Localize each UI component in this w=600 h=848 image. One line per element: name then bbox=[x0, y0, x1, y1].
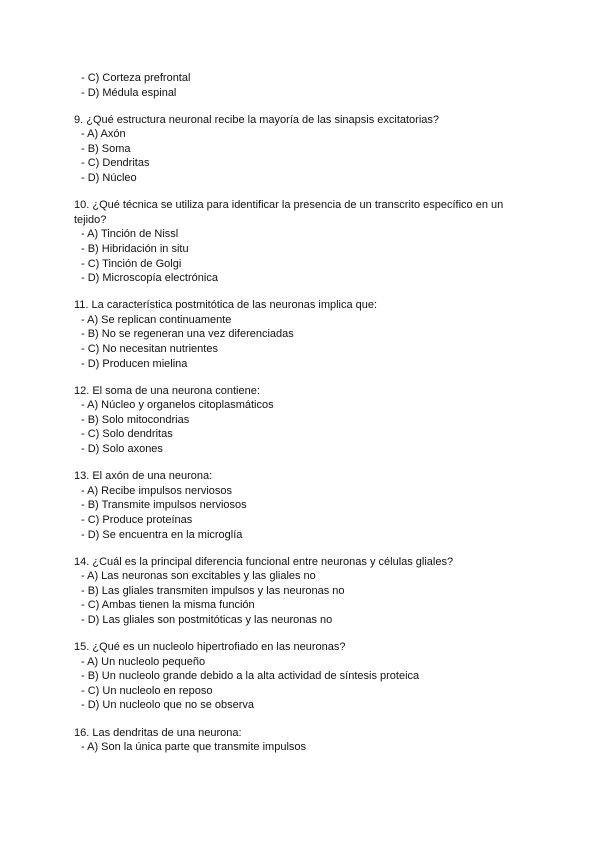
answer-option: - D) Las gliales son postmitóticas y las neuronas no bbox=[81, 614, 333, 626]
question-9 bbox=[74, 113, 524, 186]
question-text: 10. ¿Qué técnica se utiliza para identificar la presencia de un transcrito específico en un tejido? bbox=[74, 199, 504, 226]
question-11 bbox=[74, 298, 524, 371]
answer-option: - A) Tinción de Nissl bbox=[81, 228, 179, 241]
answer-option: - C) No necesitan nutrientes bbox=[81, 343, 218, 355]
answer-option: - D) Producen mielina bbox=[81, 357, 188, 370]
question-text: 11. La característica postmitótica de las neuronas implica que: bbox=[74, 299, 378, 312]
question-text: 12. El soma de una neurona contiene: bbox=[74, 384, 260, 397]
answer-option: - D) Se encuentra en la microglía bbox=[81, 528, 243, 541]
question-15 bbox=[74, 640, 524, 713]
answer-option: - D) Médula espinal bbox=[81, 86, 177, 99]
answer-option: - D) Microscopía electrónica bbox=[81, 272, 218, 285]
question-text: 15. ¿Qué es un nucleolo hipertrofiado en las neuronas? bbox=[74, 641, 346, 654]
answer-option: - B) Solo mitocondrias bbox=[81, 413, 190, 426]
answer-option: - C) Tinción de Golgi bbox=[81, 257, 182, 270]
answer-option: - A) Axón bbox=[81, 128, 126, 141]
question-text: 9. ¿Qué estructura neuronal recibe la mayoría de las sinapsis excitatorias? bbox=[74, 113, 440, 126]
answer-option: - A) Recibe impulsos nerviosos bbox=[81, 484, 233, 497]
document-page bbox=[74, 71, 524, 755]
question-16 bbox=[74, 726, 524, 755]
answer-option: - C) Dendritas bbox=[81, 157, 150, 170]
question-text: 13. El axón de una neurona: bbox=[74, 470, 213, 483]
answer-option: - B) Transmite impulsos nerviosos bbox=[81, 499, 247, 512]
question-12 bbox=[74, 384, 524, 457]
answer-option: - A) Un nucleolo pequeño bbox=[81, 655, 206, 668]
answer-option: - B) Un nucleolo grande debido a la alta actividad de síntesis proteica bbox=[81, 670, 420, 683]
answer-option: - C) Produce proteínas bbox=[81, 513, 193, 526]
answer-option: - D) Núcleo bbox=[81, 172, 137, 185]
answer-option: - B) Soma bbox=[81, 142, 131, 155]
question-14 bbox=[74, 555, 524, 628]
answer-option: - B) No se regeneran una vez diferenciadas bbox=[81, 328, 294, 341]
question-text: 16. Las dendritas de una neurona: bbox=[74, 726, 242, 739]
answer-option: - C) Un nucleolo en reposo bbox=[81, 684, 213, 697]
answer-option: - B) Las gliales transmiten impulsos y las neuronas no bbox=[81, 584, 345, 597]
answer-option: - C) Corteza prefrontal bbox=[81, 72, 191, 84]
answer-option: - C) Ambas tienen la misma función bbox=[81, 599, 255, 612]
answer-option: - B) Hibridación in situ bbox=[81, 242, 189, 255]
question-10 bbox=[74, 198, 524, 286]
question-text: 14. ¿Cuál es la principal diferencia funcional entre neuronas y células gliales? bbox=[74, 555, 454, 568]
answer-option: - A) Son la única parte que transmite impulsos bbox=[81, 741, 307, 754]
answer-option: - A) Se replican continuamente bbox=[81, 313, 232, 326]
answer-option: - C) Solo dendritas bbox=[81, 428, 173, 441]
answer-option: - A) Las neuronas son excitables y las gliales no bbox=[81, 570, 316, 583]
answer-option: - D) Solo axones bbox=[81, 443, 163, 456]
answer-option: - A) Núcleo y organelos citoplasmáticos bbox=[81, 399, 274, 412]
question-13 bbox=[74, 469, 524, 542]
lead-answers bbox=[74, 71, 524, 100]
answer-option: - D) Un nucleolo que no se observa bbox=[81, 699, 255, 712]
